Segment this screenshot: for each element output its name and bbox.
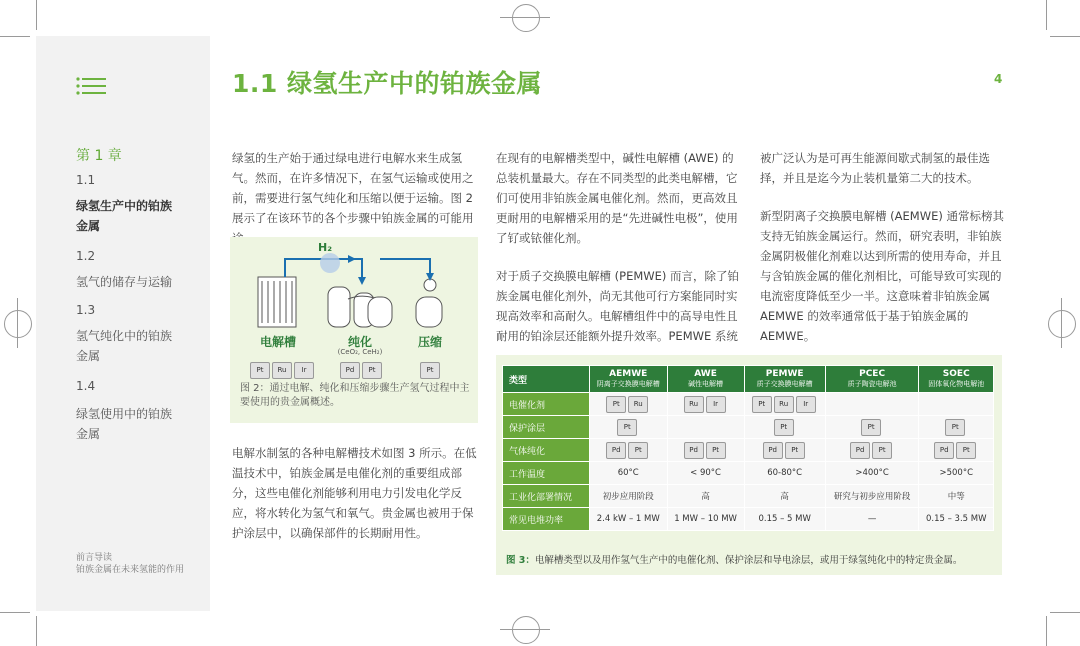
table-cell: [667, 416, 744, 439]
table-cell: 0.15 – 3.5 MW: [919, 508, 994, 531]
table-cell: 初步应用阶段: [590, 485, 668, 508]
element-chip: Ru: [628, 396, 648, 413]
toc-item-line: 绿氢使用中的铂族: [76, 407, 173, 421]
column-header: AWE 碱性电解槽: [667, 366, 744, 393]
table-cell: 高: [667, 485, 744, 508]
table-body: [503, 393, 994, 531]
element-group: [420, 357, 442, 379]
element-chip: Pd: [763, 442, 783, 459]
column-header: PCEC 质子陶瓷电解池: [825, 366, 919, 393]
registration-mark-right: [1048, 310, 1076, 338]
toc-item[interactable]: [76, 404, 172, 444]
toc-item-line: 氢气的储存与运输: [76, 275, 173, 289]
toc-number: 1.4: [76, 379, 96, 393]
table-cell: 0.15 – 5 MW: [744, 508, 825, 531]
table-cell: [919, 393, 994, 416]
element-chip: Pt: [706, 442, 726, 459]
caption-label: 图 3：: [506, 555, 535, 566]
table-row: [503, 508, 994, 531]
element-chip: Pt: [420, 362, 440, 379]
table-cell: [667, 439, 744, 462]
table-cell: [590, 439, 668, 462]
crop-mark: [1061, 298, 1062, 348]
row-header: 气体纯化: [503, 439, 590, 462]
table-cell: 研究与初步应用阶段: [825, 485, 919, 508]
column-header: AEMWE 阴离子交换膜电解槽: [590, 366, 668, 393]
element-chip: Pt: [606, 396, 626, 413]
row-header: 常见电堆功率: [503, 508, 590, 531]
table-row: [503, 439, 994, 462]
element-chip: Ru: [272, 362, 292, 379]
row-header: 保护涂层: [503, 416, 590, 439]
table-cell: [825, 416, 919, 439]
element-chip: Pt: [785, 442, 805, 459]
element-chip: Pd: [606, 442, 626, 459]
element-chip: Pt: [945, 419, 965, 436]
element-chip: Pd: [340, 362, 360, 379]
toc-item-line: 金属: [76, 219, 101, 233]
table-cell: >400°C: [825, 462, 919, 485]
registration-mark-bottom: [512, 616, 540, 644]
table-cell: 60-80°C: [744, 462, 825, 485]
table-cell: 60°C: [590, 462, 668, 485]
compressor-icon: [416, 279, 442, 327]
figure-2-caption: 图 2：通过电解、纯化和压缩步骤生产氢气过程中主要使用的贵金属概述。: [240, 383, 470, 408]
element-chip: Pd: [850, 442, 870, 459]
element-chip: Pt: [872, 442, 892, 459]
crop-mark: [500, 629, 550, 630]
sidebar-footer[interactable]: [76, 552, 184, 576]
element-chip: Pt: [250, 362, 270, 379]
crop-mark: [17, 298, 18, 348]
table-cell: [919, 439, 994, 462]
crop-mark: [1050, 36, 1080, 37]
h2-molecules-icon: [320, 253, 340, 273]
toc-item-line: 绿氢生产中的铂族: [76, 199, 173, 213]
crop-mark: [1046, 0, 1047, 30]
toc-item-line: 金属: [76, 349, 101, 363]
registration-mark-left: [4, 310, 32, 338]
row-header: 工作温度: [503, 462, 590, 485]
text-column-1-lower: [232, 443, 477, 561]
purifier-icon: [328, 287, 392, 327]
menu-icon[interactable]: [76, 76, 106, 96]
table-row: [503, 462, 994, 485]
stage-label: 纯化: [347, 335, 372, 349]
crop-mark: [1050, 612, 1080, 613]
table-cell: [919, 416, 994, 439]
element-chip: Pt: [861, 419, 881, 436]
table-cell: [825, 439, 919, 462]
element-chip: Ir: [796, 396, 816, 413]
page-number: 4: [994, 72, 1003, 86]
toc-item[interactable]: [76, 272, 172, 292]
element-chip: Ru: [774, 396, 794, 413]
table-cell: >500°C: [919, 462, 994, 485]
footer-line: 前言导读: [76, 553, 113, 563]
table-cell: [744, 416, 825, 439]
paragraph: 被广泛认为是可再生能源间歇式制氢的最佳选择，并且是迄今为止装机量第二大的技术。: [760, 151, 990, 185]
element-chip: Pt: [752, 396, 772, 413]
toc-item-line: 氢气纯化中的铂族: [76, 329, 173, 343]
table-header-row: [503, 366, 994, 393]
toc-item-active[interactable]: [76, 196, 172, 236]
table-cell: [590, 416, 668, 439]
paragraph: 新型阴离子交换膜电解槽 (AEMWE) 通常标榜其支持无铂族金属运行。然而，研究表明，非铂族金属阴极催化剂难以达到所需的使用寿命，并且与含铂族金属的催化剂相比，可能导致可实现的电流密度降低至少一半。这意味着非铂族金属 AEMWE 的效率通常低于基于铂族金属的 AEMWE。: [760, 209, 1004, 343]
table-cell: —: [825, 508, 919, 531]
element-chip: Pt: [362, 362, 382, 379]
element-chip: Ir: [706, 396, 726, 413]
element-chip: Ir: [294, 362, 314, 379]
chapter-label: 第 1 章: [76, 148, 122, 164]
row-header: 电催化剂: [503, 393, 590, 416]
element-chip: Pd: [684, 442, 704, 459]
text-column-2: [496, 148, 741, 364]
crop-mark: [36, 0, 37, 30]
toc-item[interactable]: [76, 326, 172, 366]
crop-mark: [500, 17, 550, 18]
element-chip: Pt: [628, 442, 648, 459]
table-cell: 中等: [919, 485, 994, 508]
caption-text: 电解槽类型以及用作氢气生产中的电催化剂、保护涂层和导电涂层，或用于绿氢纯化中的特定贵金属。: [534, 555, 963, 566]
table-cell: 1 MW – 10 MW: [667, 508, 744, 531]
stage-sublabel: (CeO₂, CeH₂): [337, 348, 383, 356]
element-chip: Ru: [684, 396, 704, 413]
figure-3-caption: [506, 552, 1002, 566]
element-chip: Pt: [774, 419, 794, 436]
element-chip: Pt: [956, 442, 976, 459]
electrolyzer-icon: [258, 277, 296, 327]
paragraph: 在现有的电解槽类型中，碱性电解槽 (AWE) 的总装机量最大。存在不同类型的此类电解槽，它们可使用非铂族金属电催化剂。然而，更高效且更耐用的电解槽采用的是“先进碱性电极”，使用了钌或铱催化剂。: [496, 151, 738, 245]
row-header: 工业化部署情况: [503, 485, 590, 508]
crop-mark: [0, 36, 30, 37]
toc-number: 1.3: [76, 303, 96, 317]
footer-line: 铂族金属在未来氢能的作用: [76, 565, 185, 575]
crop-mark: [1046, 616, 1047, 646]
paragraph: 电解水制氢的各种电解槽技术如图 3 所示。在低温技术中，铂族金属是电催化剂的重要组成部分，这些电催化剂能够利用电力引发电化学反应，将水转化为氢气和氧气。贵金属也被用于保护涂层中，以确保部件的长期耐用性。: [232, 446, 477, 540]
column-header: SOEC 固体氧化物电解池: [919, 366, 994, 393]
table-row: [503, 485, 994, 508]
stage-label: 压缩: [417, 335, 442, 349]
h2-label: H₂: [318, 241, 333, 254]
table-cell: 2.4 kW – 1 MW: [590, 508, 668, 531]
registration-mark-top: [512, 4, 540, 32]
table-row: [503, 416, 994, 439]
element-group: [250, 357, 316, 379]
paragraph: 对于质子交换膜电解槽 (PEMWE) 而言，除了铂族金属电催化剂外，尚无其他可行方案能同时实现高效率和高耐久。电解槽组件中的高导电性且耐用的铂涂层还能额外提升效率。PEMWE 系统: [496, 269, 740, 343]
process-diagram: [230, 237, 478, 377]
text-column-3: [760, 148, 1005, 364]
table-cell: < 90°C: [667, 462, 744, 485]
stage-label: 电解槽: [259, 335, 296, 349]
crop-mark: [36, 616, 37, 646]
electrolyzer-table: [502, 365, 994, 531]
element-group: [340, 357, 384, 379]
paragraph: 绿氢的生产始于通过绿电进行电解水来生成氢气。然而，在许多情况下，在氢气运输或使用之前，需要进行氢气纯化和压缩以便于运输。图 2 展示了在该环节的各个步骤中铂族金属的可能用: [232, 151, 474, 225]
toc-number: 1.2: [76, 249, 96, 263]
table-row: [503, 393, 994, 416]
table-cell: [667, 393, 744, 416]
table-cell: [590, 393, 668, 416]
table-cell: [744, 439, 825, 462]
column-header: PEMWE 质子交换膜电解槽: [744, 366, 825, 393]
element-chip: Pd: [934, 442, 954, 459]
flow-arrow: [340, 259, 362, 277]
toc-number: 1.1: [76, 173, 96, 187]
page-title: 1.1 绿氢生产中的铂族金属: [232, 69, 542, 98]
flow-arrow: [380, 259, 430, 273]
element-chip: Pt: [617, 419, 637, 436]
table-cell: [825, 393, 919, 416]
toc-item-line: 金属: [76, 427, 101, 441]
table-cell: 高: [744, 485, 825, 508]
sidebar: [36, 36, 210, 611]
table-cell: [744, 393, 825, 416]
figure-3-table-panel: [496, 355, 1002, 575]
table-corner-header: 类型: [503, 366, 590, 393]
crop-mark: [0, 612, 30, 613]
